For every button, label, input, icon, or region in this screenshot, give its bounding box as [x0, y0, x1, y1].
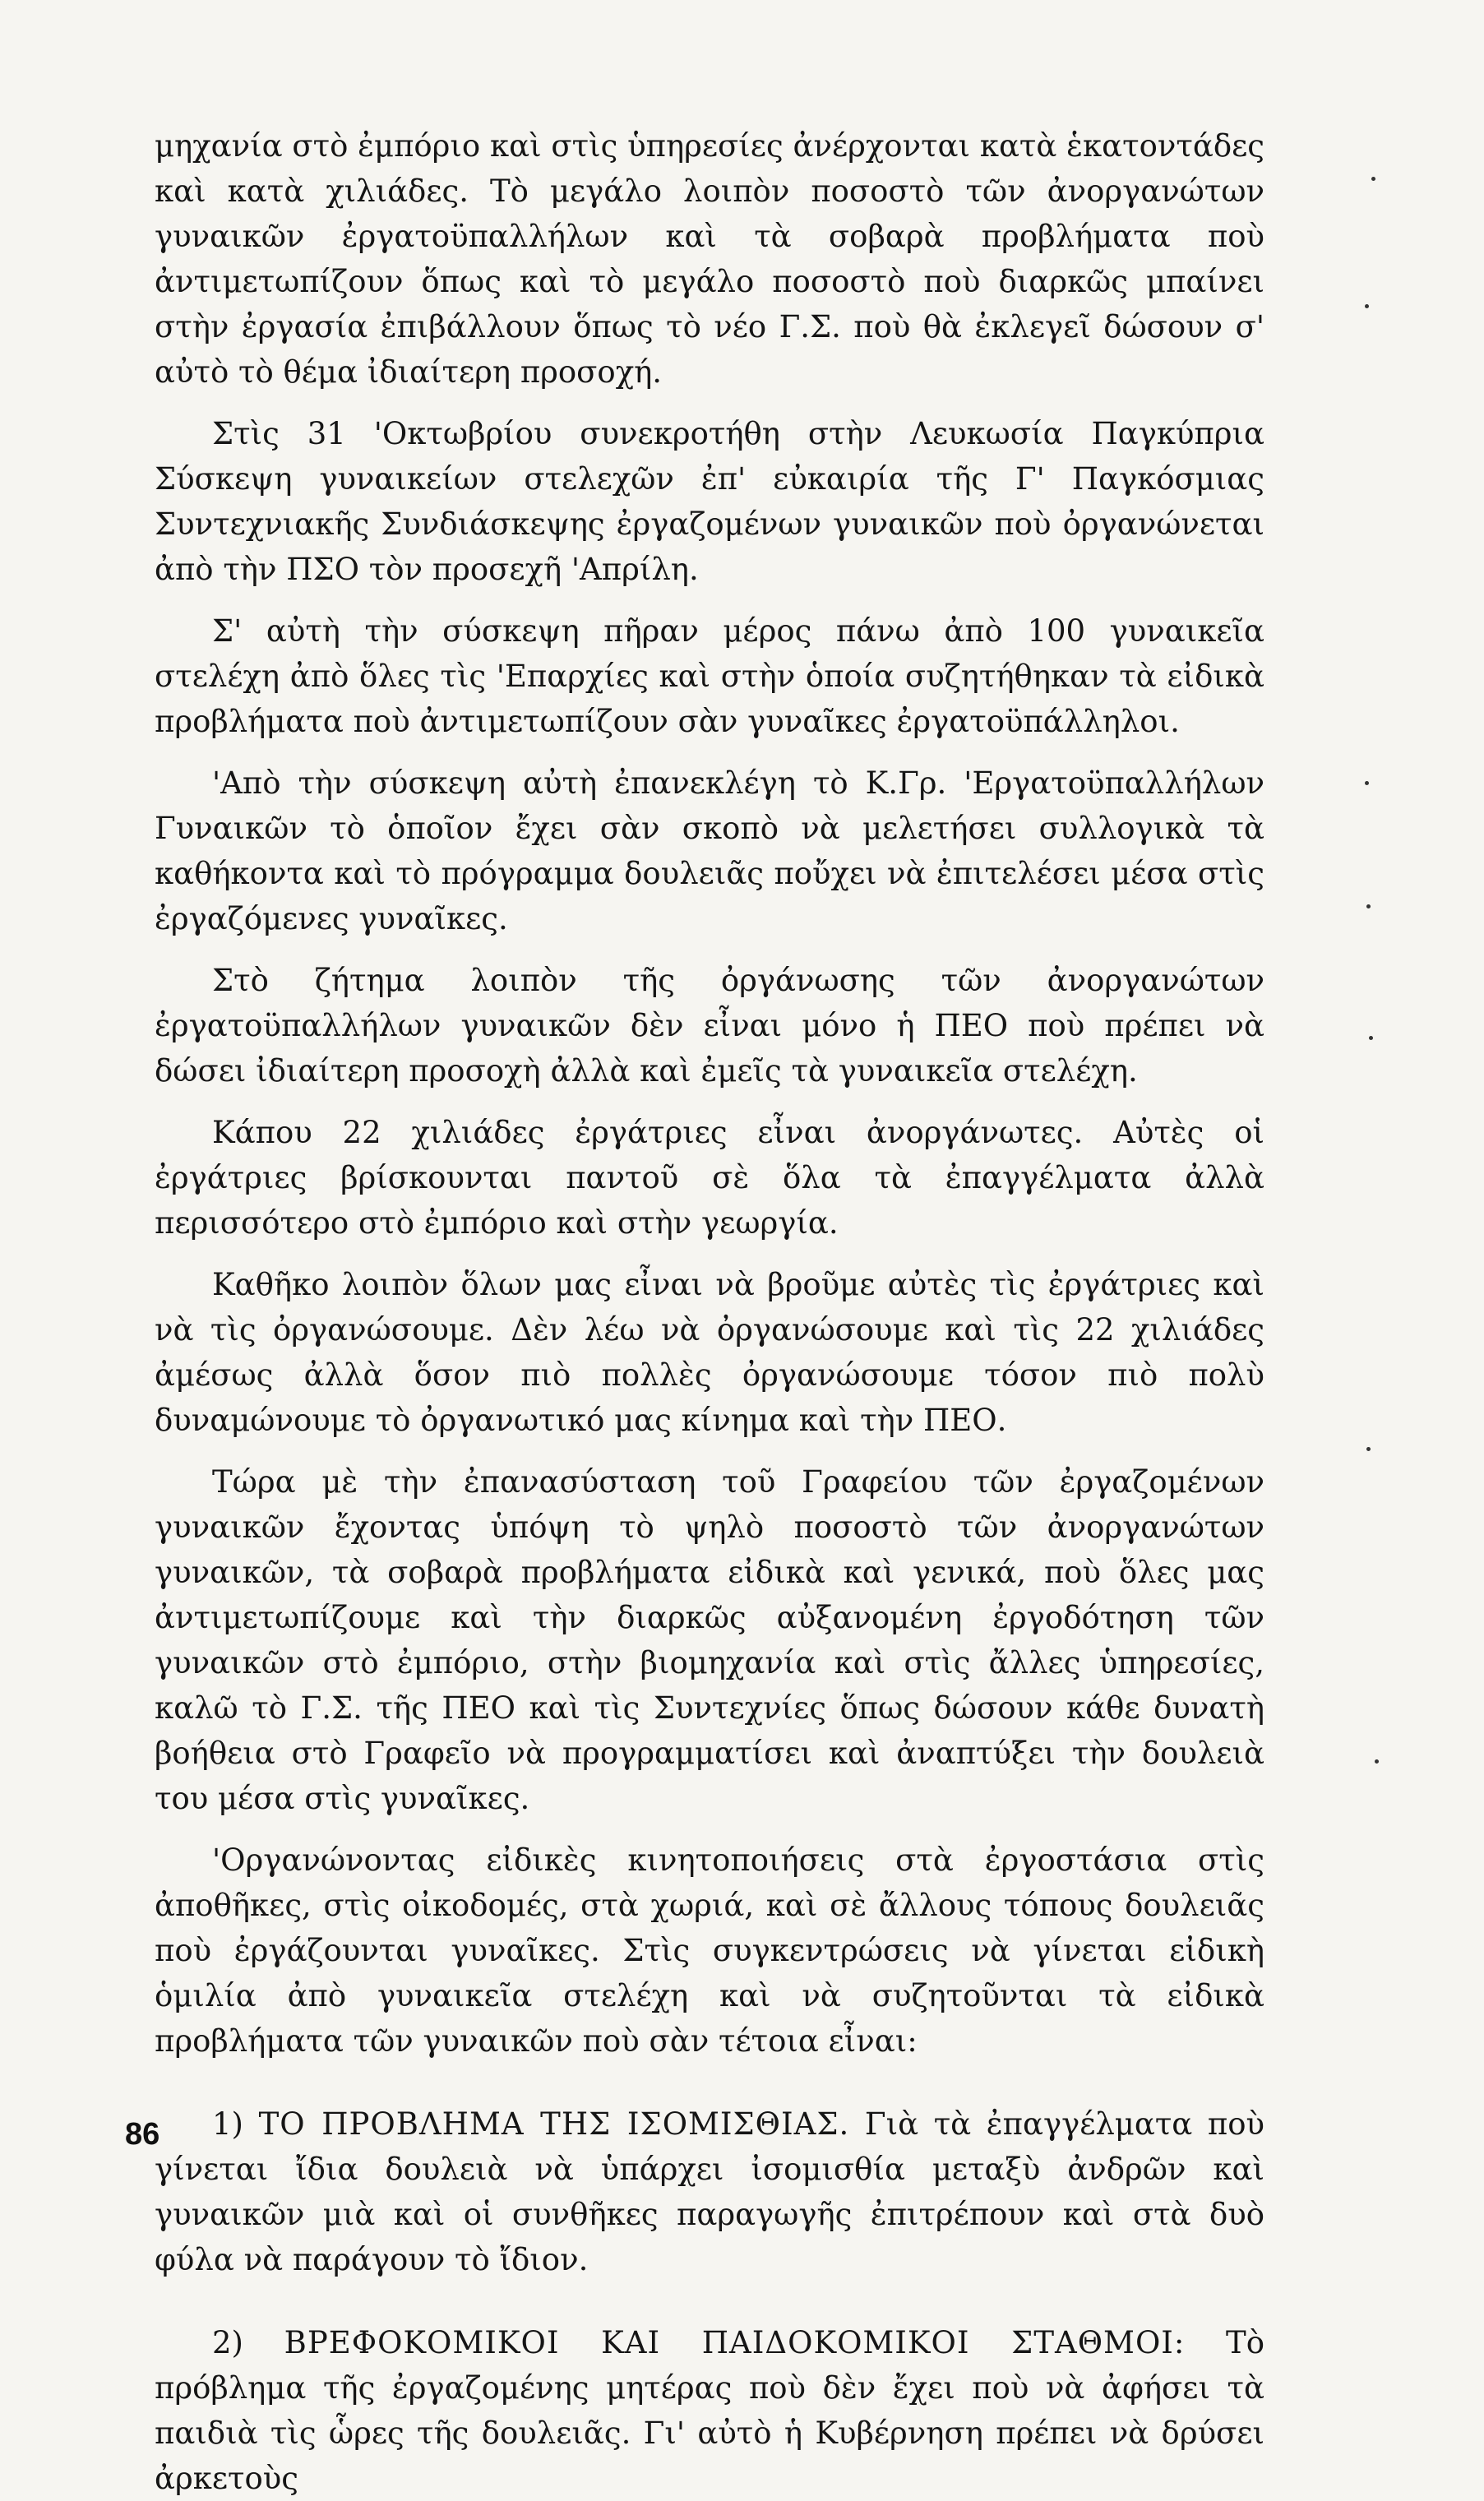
item-number: 1) [212, 2106, 243, 2142]
paragraph: 'Οργανώνοντας εἰδικὲς κινητοποιήσεις στὰ ἐργοστάσια στὶς ἀποθῆκες, στὶς οἰκοδομές, στὰ χωριά, καὶ σὲ ἄλλους τόπους δουλειᾶς ποὺ ἐργάζουνται γυναῖκες. Στὶς συγκεντρώσεις νὰ γίνεται εἰδικὴ ὁμιλία ἀπὸ γυναικεῖα στελέχη καὶ νὰ συζητοῦνται τὰ εἰδικὰ προβλήματα τῶν γυναικῶν ποὺ σὰν τέτοια εἶναι: [155, 1842, 1264, 2059]
numbered-item-1 [155, 2101, 1264, 2282]
paragraph: 'Απὸ τὴν σύσκεψη αὐτὴ ἐπανεκλέγη τὸ Κ.Γρ. 'Εργατοϋπαλλήλων Γυναικῶν τὸ ὁποῖον ἔχει σὰν σκοπὸ νὰ μελετήσει συλλογικὰ τὰ καθήκοντα καὶ τὸ πρόγραμμα δουλειᾶς ποὔχει νὰ ἐπιτελέσει μέσα στὶς ἐργαζόμενες γυναῖκες. [155, 765, 1264, 936]
paragraph: Στὸ ζήτημα λοιπὸν τῆς ὀργάνωσης τῶν ἀνοργανώτων ἐργατοϋπαλλήλων γυναικῶν δὲν εἶναι μόνο ἡ ΠΕΟ ποὺ πρέπει νὰ δώσει ἰδιαίτερη προσοχὴ ἀλλὰ καὶ ἐμεῖς τὰ γυναικεῖα στελέχη. [155, 963, 1264, 1089]
paragraph-continued: μηχανία στὸ ἐμπόριο καὶ στὶς ὑπηρεσίες ἀνέρχονται κατὰ ἑκατοντάδες καὶ κατὰ χιλιάδες. Τὸ μεγάλο λοιπὸν ποσοστὸ τῶν ἀνοργανώτων γυναικῶν ἐργατοϋπαλλήλων καὶ τὰ σοβαρὰ προβλήματα ποὺ ἀντιμετωπίζουν ὅπως καὶ τὸ μεγάλο ποσοστὸ ποὺ διαρκῶς μπαίνει στὴν ἐργασία ἐπιβάλλουν ὅπως τὸ νέο Γ.Σ. ποὺ θὰ ἐκλεγεῖ δώσουν σ' αὐτὸ τὸ θέμα ἰδιαίτερη προσοχή. [155, 128, 1264, 390]
paragraph: Τώρα μὲ τὴν ἐπανασύσταση τοῦ Γραφείου τῶν ἐργαζομένων γυναικῶν ἔχοντας ὑπόψη τὸ ψηλὸ ποσοστὸ τῶν ἀνοργανώτων γυναικῶν, τὰ σοβαρὰ προβλήματα εἰδικὰ καὶ γενικά, ποὺ ὅλες μας ἀντιμετωπίζουμε καὶ τὴν διαρκῶς αὐξανομένη ἐργοδότηση τῶν γυναικῶν στὸ ἐμπόριο, στὴν βιομηχανία καὶ στὶς ἄλλες ὑπηρεσίες, καλῶ τὸ Γ.Σ. τῆς ΠΕΟ καὶ τὶς Συντεχνίες ὅπως δώσουν κάθε δυνατὴ βοήθεια στὸ Γραφεῖο νὰ προγραμματίσει καὶ ἀναπτύξει τὴν δουλειὰ του μέσα στὶς γυναῖκες. [155, 1464, 1264, 1816]
scan-speck [1369, 1036, 1373, 1040]
body-text [155, 123, 1264, 2501]
paragraph: Καθῆκο λοιπὸν ὅλων μας εἶναι νὰ βροῦμε αὐτὲς τὶς ἐργάτριες καὶ νὰ τὶς ὀργανώσουμε. Δὲν λέω νὰ ὀργανώσουμε καὶ τὶς 22 χιλιάδες ἀμέσως ἀλλὰ ὅσον πιὸ πολλὲς ὀργανώσουμε τόσον πιὸ πολὺ δυναμώνουμε τὸ ὀργανωτικό μας κίνημα καὶ τὴν ΠΕΟ. [155, 1267, 1264, 1438]
item-heading: ΒΡΕΦΟΚΟΜΙΚΟΙ ΚΑΙ ΠΑΙΔΟΚΟΜΙΚΟΙ ΣΤΑΘΜΟΙ: [284, 2325, 1186, 2360]
scan-speck [1365, 781, 1369, 785]
paragraph: Στὶς 31 'Οκτωβρίου συνεκροτήθη στὴν Λευκωσία Παγκύπρια Σύσκεψη γυναικείων στελεχῶν ἐπ' εὐκαιρία τῆς Γ' Παγκόσμιας Συντεχνιακῆς Συνδιάσκεψης ἐργαζομένων γυναικῶν ποὺ ὀργανώνεται ἀπὸ τὴν ΠΣΟ τὸν προσεχῆ 'Απρίλη. [155, 416, 1264, 587]
item-heading: ΤΟ ΠΡΟΒΛΗΜΑ ΤΗΣ ΙΣΟΜΙΣΘΙΑΣ. [258, 2106, 850, 2142]
paragraph: Κάπου 22 χιλιάδες ἐργάτριες εἶναι ἀνοργάνωτες. Αὐτὲς οἱ ἐργάτριες βρίσκουνται παντοῦ σὲ ὅλα τὰ ἐπαγγέλματα ἀλλὰ περισσότερο στὸ ἐμπόριο καὶ στὴν γεωργία. [155, 1115, 1264, 1241]
item-text: Γιὰ τὰ ἐπαγγέλματα ποὺ γίνεται ἴδια δουλειὰ νὰ ὑπάρχει ἰσομισθία μεταξὺ ἀνδρῶν καὶ γυναικῶν μιὰ καὶ οἱ συνθῆκες παραγωγῆς ἐπιτρέπουν καὶ στὰ δυὸ φύλα νὰ παράγουν τὸ ἴδιον. [155, 2106, 1265, 2277]
numbered-item-2 [155, 2320, 1264, 2501]
item-text: Τὸ πρόβλημα τῆς ἐργαζομένης μητέρας ποὺ δὲν ἔχει ποὺ νὰ ἀφήσει τὰ παιδιὰ τὶς ὧρες τῆς δουλειᾶς. Γι' αὐτὸ ἡ Κυβέρνηση πρέπει νὰ δρύσει ἀρκετοὺς [155, 2325, 1265, 2496]
scan-speck [1365, 304, 1369, 308]
scan-speck [1371, 177, 1375, 181]
item-number: 2) [212, 2325, 243, 2360]
paragraph: Σ' αὐτὴ τὴν σύσκεψη πῆραν μέρος πάνω ἀπὸ 100 γυναικεῖα στελέχη ἀπὸ ὅλες τὶς 'Επαρχίες καὶ στὴν ὁποία συζητήθηκαν τὰ εἰδικὰ προβλήματα ποὺ ἀντιμετωπίζουν σὰν γυναῖκες ἐργατοϋπάλληλοι. [155, 613, 1264, 739]
page-number: 86 [125, 2117, 160, 2152]
scan-speck [1375, 1759, 1379, 1764]
scan-speck [1366, 904, 1371, 908]
scan-speck [1366, 1447, 1371, 1451]
